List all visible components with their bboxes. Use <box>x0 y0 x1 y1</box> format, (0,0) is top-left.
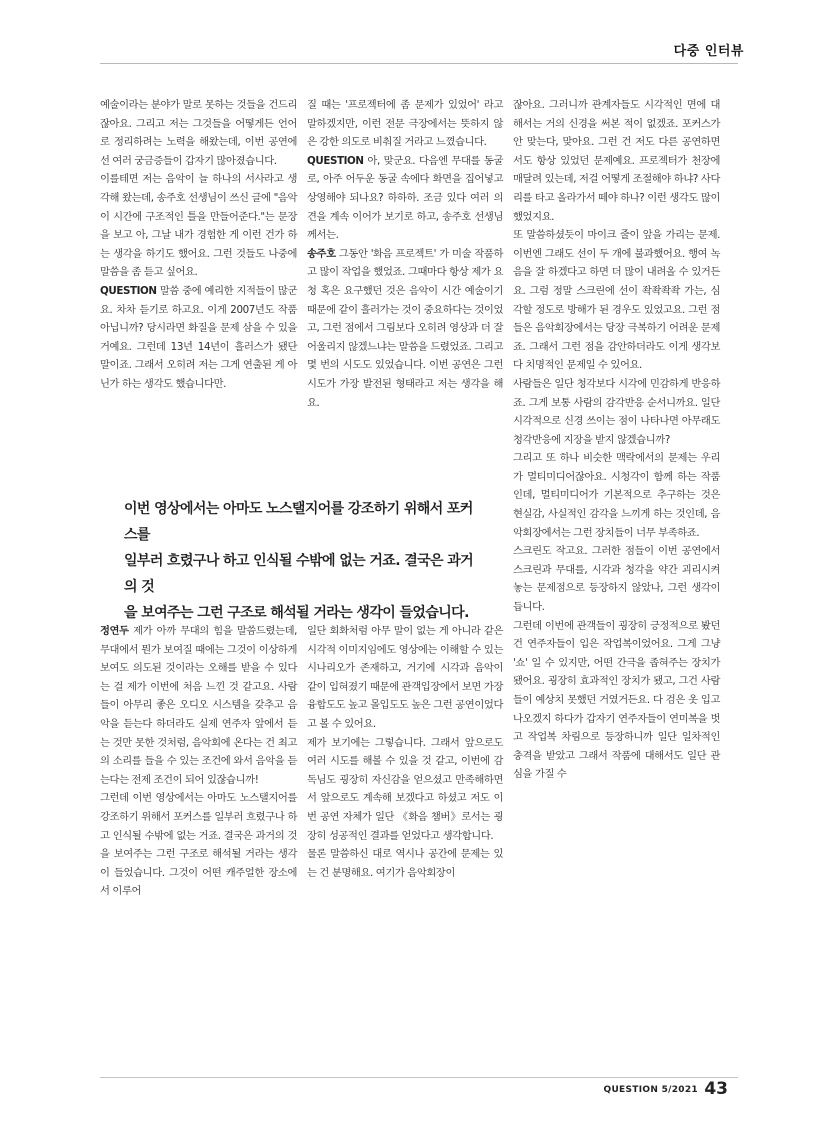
paragraph-text: 그리고 또 하나 비슷한 맥락에서의 문제는 우리가 멀티미디어잖아요. 시청각이 함께 하는 작품인데, 멀티미디어가 기본적으로 추구하는 것은 현실감, 사실적인 감각을 느끼게 하는 것인데, 음악회장에서는 그런 장치들이 너무 부족하죠. <box>513 452 720 539</box>
paragraph-text: 아, 맞군요. 다음엔 무대를 동굴로, 아주 어두운 동굴 속에다 화면을 집어넣고 상영해야 되나요? 하하하. 조금 있다 여러 의견을 계속 이어가 보기로 하고, 송주호 선생님께서는. <box>307 154 503 242</box>
paragraph <box>513 375 720 449</box>
pull-quote <box>124 496 480 626</box>
paragraph-text: 일단 회화처럼 아무 말이 없는 게 아니라 같은 시각적 이미지임에도 영상에는 이해할 수 있는 시나리오가 존재하고, 거기에 시각과 음악이 같이 입혀졌기 때문에 관객입장에서 보면 가장 융합도도 높고 몰입도도 높은 그런 공연이었다고 볼 수 있어요. <box>307 625 503 730</box>
speaker-name: 정연두 <box>100 625 129 637</box>
speaker-name: 송주호 <box>307 247 336 260</box>
paragraph-text: 또 말씀하셨듯이 마이크 줄이 앞을 가리는 문제. 이번엔 그래도 선이 두 개에 불과했어요. 행여 녹음을 잘 하겠다고 하면 더 많이 내려올 수 있거든요. 그럼 정말 스크린에 선이 좍좍좍좍 가는, 심각할 정도로 방해가 된 경우도 있었고요. 그런 점들은 음악회장에서는 당장 극복하기 어려운 문제죠. 그래서 그런 점을 감안하더라도 이게 생각보다 치명적인 문제일 수 있어요. <box>513 229 720 372</box>
paragraph <box>513 449 720 542</box>
paragraph-text: 질 때는 '프로젝터에 좀 문제가 있었어' 라고 말하겠지만, 이런 전문 극장에서는 뜻하지 않은 강한 의도로 비춰질 거라고 느꼈습니다. <box>307 99 503 149</box>
text-column-2-top <box>307 96 503 412</box>
footer-divider <box>100 1077 738 1078</box>
paragraph-text: 잖아요. 그러니까 관계자들도 시각적인 면에 대해서는 거의 신경을 써본 적이 없겠죠. 포커스가 안 맞는다, 맞아요. 그런 건 저도 다른 공연하면서도 항상 있었던 문제예요. 프로젝터가 천장에 매달려 있는데, 저걸 어떻게 조절해야 하냐? 사다리를 타고 올라가서 떼야 하나? 이런 생각도 많이 했었지요. <box>513 99 720 223</box>
paragraph <box>100 282 297 394</box>
text-column-1-bottom <box>100 622 297 901</box>
paragraph-text: 그런데 이번에 관객들이 굉장히 긍정적으로 봤던 건 연주자들이 입은 작업복이었어요. 그게 그냥 '쇼' 일 수 있지만, 어떤 간극을 좁혀주는 장치가 됐어요. 굉장히 효과적인 장치가 됐고, 그건 사람들이 예상치 못했던 거였거든요. 다 검은 옷 입고 나오겠지 하다가 갑자기 연주자들이 연미복을 벗고 작업복 차림으로 등장하니까 일단 일차적인 충격을 받았고 그래서 작품에 대해서도 일단 관심을 가질 수 <box>513 619 720 781</box>
paragraph <box>100 622 297 789</box>
paragraph <box>307 245 503 412</box>
paragraph-text: 스크린도 작고요. 그러한 점들이 이번 공연에서 스크린과 무대를, 시각과 청각을 약간 괴리시켜 놓는 문제점으로 등장하지 않았나, 그런 생각이 듭니다. <box>513 545 720 614</box>
paragraph-text: 말씀 중에 예리한 지적들이 많군요. 차차 듣기로 하고요. 이게 2007년도 작품 아닙니까? 당시라면 화질을 문제 삼을 수 있을 거예요. 그런데 13년 14년이 흘러스가 됐단 말이죠. 그래서 오히려 저는 그게 연출된 게 아닌가 하는 생각도 했습니다만. <box>100 284 297 390</box>
text-column-3 <box>513 96 720 784</box>
text-column-1-top <box>100 96 297 394</box>
paragraph <box>100 96 297 170</box>
header-divider <box>100 63 738 64</box>
paragraph-text: 제가 아까 무대의 힘을 말씀드렸는데, 무대에서 뭔가 보여질 때에는 그것이 이상하게 보여도 의도된 것이라는 오해를 받을 수 있다는 걸 제가 이번에 처음 느낀 것 같고요. 사람들이 아무리 좋은 오디오 시스템을 갖추고 음악을 듣는다 하더라도 실제 연주자 앞에서 듣는 것만 못한 것처럼, 음악회에 온다는 건 최고의 소리를 들을 수 있는 조건에 와서 음악을 듣는다는 전제 조건이 되어 있잖습니까! <box>100 625 297 786</box>
paragraph-text: 그런데 이번 영상에서는 아마도 노스탤지어를 강조하기 위해서 포커스를 일부러 흐렸구나 하고 인식될 수밖에 없는 거죠. 결국은 과거의 것을 보여주는 그런 구조로 해석될 거라는 생각이 들었습니다. 그것이 어떤 캐주얼한 장소에서 이루어 <box>100 792 297 898</box>
paragraph-text: 그동안 '화음 프로젝트' 가 미술 작품하고 많이 작업을 했었죠. 그때마다 항상 제가 요청 혹은 요구했던 것은 음악이 시간 예술이기 때문에 같이 흘러가는 것이 중요하다는 것이었고, 그런 점에서 그림보다 오히려 영상과 더 잘 어울리지 않겠느냐는 말씀을 드렸었죠. 그리고 몇 번의 시도도 있었습니다. 이번 공연은 그런 시도가 가장 발전된 형태라고 저는 생각을 해요. <box>307 247 503 409</box>
text-column-2-bottom <box>307 622 503 882</box>
paragraph <box>100 170 297 282</box>
paragraph <box>513 617 720 784</box>
paragraph-text: 이를테면 저는 음악이 늘 하나의 서사라고 생각해 왔는데, 송주호 선생님이 쓰신 글에 "음악이 시간에 구조적인 틀을 만들어준다."는 문장을 보고 아, 그날 내가 경험한 게 이런 건가 하는 생각을 하기도 했어요. 그런 것들도 나중에 말씀을 좀 듣고 싶어요. <box>100 173 297 279</box>
pull-quote-line: 을 보여주는 그런 구조로 해석될 거라는 생각이 들었습니다. <box>124 605 469 621</box>
paragraph <box>307 734 503 846</box>
paragraph <box>307 845 503 882</box>
paragraph <box>307 96 503 152</box>
paragraph-text: 물론 말씀하신 대로 역시나 공간에 문제는 있는 건 분명해요. 여기가 음악회장이 <box>307 848 503 879</box>
paragraph <box>513 542 720 616</box>
paragraph-text: 예술이라는 분야가 말로 못하는 것들을 건드리잖아요. 그리고 저는 그것들을 어떻게든 언어로 정리하려는 노력을 해왔는데, 이번 공연에선 여러 궁금증들이 갑자기 많아졌습니다. <box>100 99 297 167</box>
paragraph-text: 사람들은 일단 청각보다 시각에 민감하게 반응하죠. 그게 보통 사람의 감각반응 순서니까요. 일단 시각적으로 신경 쓰이는 점이 나타나면 아무래도 청각반응에 지장을 받지 않겠습니까? <box>513 377 720 446</box>
speaker-name: QUESTION <box>100 284 157 297</box>
page-number: 43 <box>704 1079 728 1099</box>
speaker-name: QUESTION <box>307 154 364 167</box>
paragraph <box>513 226 720 375</box>
pull-quote-line: 일부러 흐렸구나 하고 인식될 수밖에 없는 거죠. 결국은 과거의 것 <box>124 553 474 595</box>
paragraph <box>307 152 503 245</box>
paragraph <box>307 622 503 734</box>
paragraph-text: 제가 보기에는 그렇습니다. 그래서 앞으로도 여러 시도를 해볼 수 있을 것 같고, 이번에 감독님도 굉장히 자신감을 얻으셨고 만족해하면서 앞으로도 계속해 보겠다고 하셨고 저도 이번 공연 자체가 일단 《화음 챔버》로서는 굉장히 성공적인 결과를 얻었다고 생각합니다. <box>307 736 503 842</box>
paragraph <box>513 96 720 226</box>
pull-quote-line: 이번 영상에서는 아마도 노스탤지어를 강조하기 위해서 포커스를 <box>124 501 473 543</box>
issue-label: QUESTION 5/2021 <box>603 1085 698 1095</box>
section-label: 다중 인터뷰 <box>673 44 744 59</box>
paragraph <box>100 789 297 901</box>
